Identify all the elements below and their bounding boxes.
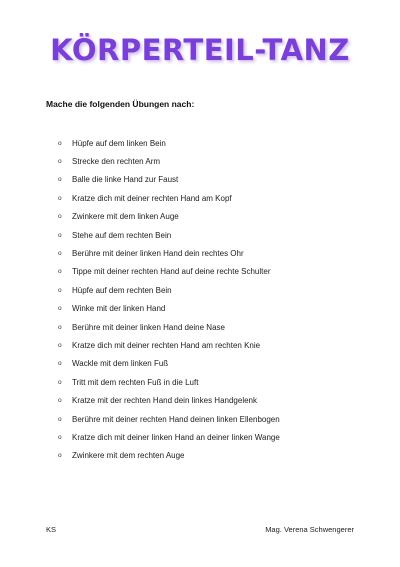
- exercise-text: Stehe auf dem rechten Bein: [72, 230, 172, 240]
- list-item: [58, 152, 280, 170]
- list-item: [58, 428, 280, 446]
- list-item: [58, 447, 280, 465]
- list-item: [58, 391, 280, 409]
- bullet-icon: o: [58, 231, 62, 239]
- bullet-icon: o: [58, 286, 62, 294]
- exercise-text: Berühre mit deiner linken Hand dein rechtes Ohr: [72, 249, 244, 259]
- exercise-text: Strecke den rechten Arm: [72, 157, 161, 167]
- exercise-text: Kratze dich mit deiner rechten Hand am rechten Knie: [72, 340, 261, 350]
- bullet-icon: o: [58, 194, 62, 202]
- list-item: [58, 171, 280, 189]
- bullet-icon: o: [58, 139, 62, 147]
- page-title: KÖRPERTEIL-TANZ: [50, 33, 350, 67]
- exercise-text: Kratze dich mit deiner rechten Hand am Kopf: [72, 193, 232, 203]
- list-item: [58, 189, 280, 207]
- exercise-text: Balle die linke Hand zur Faust: [72, 175, 179, 185]
- bullet-icon: o: [58, 176, 62, 184]
- exercise-text: Winke mit der linken Hand: [72, 304, 166, 314]
- list-item: [58, 208, 280, 226]
- bullet-icon: o: [58, 360, 62, 368]
- bullet-icon: o: [58, 452, 62, 460]
- exercise-text: Zwinkere mit dem linken Auge: [72, 212, 179, 222]
- bullet-icon: o: [58, 268, 62, 276]
- exercise-text: Zwinkere mit dem rechten Auge: [72, 451, 185, 461]
- bullet-icon: o: [58, 158, 62, 166]
- footer-author: Mag. Verena Schwengerer: [265, 525, 354, 534]
- list-item: [58, 226, 280, 244]
- bullet-icon: o: [58, 378, 62, 386]
- list-item: [58, 300, 280, 318]
- exercise-text: Berühre mit deiner linken Hand deine Nase: [72, 322, 225, 332]
- bullet-icon: o: [58, 415, 62, 423]
- bullet-icon: o: [58, 250, 62, 258]
- bullet-icon: o: [58, 397, 62, 405]
- list-item: [58, 336, 280, 354]
- bullet-icon: o: [58, 213, 62, 221]
- bullet-icon: o: [58, 341, 62, 349]
- exercise-text: Tritt mit dem rechten Fuß in die Luft: [72, 377, 199, 387]
- list-item: [58, 355, 280, 373]
- list-item: [58, 281, 280, 299]
- list-item: [58, 318, 280, 336]
- bullet-icon: o: [58, 305, 62, 313]
- list-item: [58, 134, 280, 152]
- exercise-text: Tippe mit deiner rechten Hand auf deine rechte Schulter: [72, 267, 271, 277]
- exercise-text: Hüpfe auf dem rechten Bein: [72, 285, 172, 295]
- bullet-icon: o: [58, 323, 62, 331]
- list-item: [58, 373, 280, 391]
- list-item: [58, 263, 280, 281]
- exercise-text: Hüpfe auf dem linken Bein: [72, 138, 166, 148]
- instructions-heading: Mache die folgenden Übungen nach:: [46, 99, 195, 109]
- exercise-list: [58, 134, 280, 465]
- list-item: [58, 244, 280, 262]
- exercise-text: Kratze mit der rechten Hand dein linkes Handgelenk: [72, 396, 257, 406]
- exercise-text: Kratze dich mit deiner linken Hand an deiner linken Wange: [72, 432, 280, 442]
- exercise-text: Wackle mit dem linken Fuß: [72, 359, 169, 369]
- bullet-icon: o: [58, 433, 62, 441]
- list-item: [58, 410, 280, 428]
- footer-initials: KS: [46, 525, 57, 534]
- exercise-text: Berühre mit deiner rechten Hand deinen linken Ellenbogen: [72, 414, 280, 424]
